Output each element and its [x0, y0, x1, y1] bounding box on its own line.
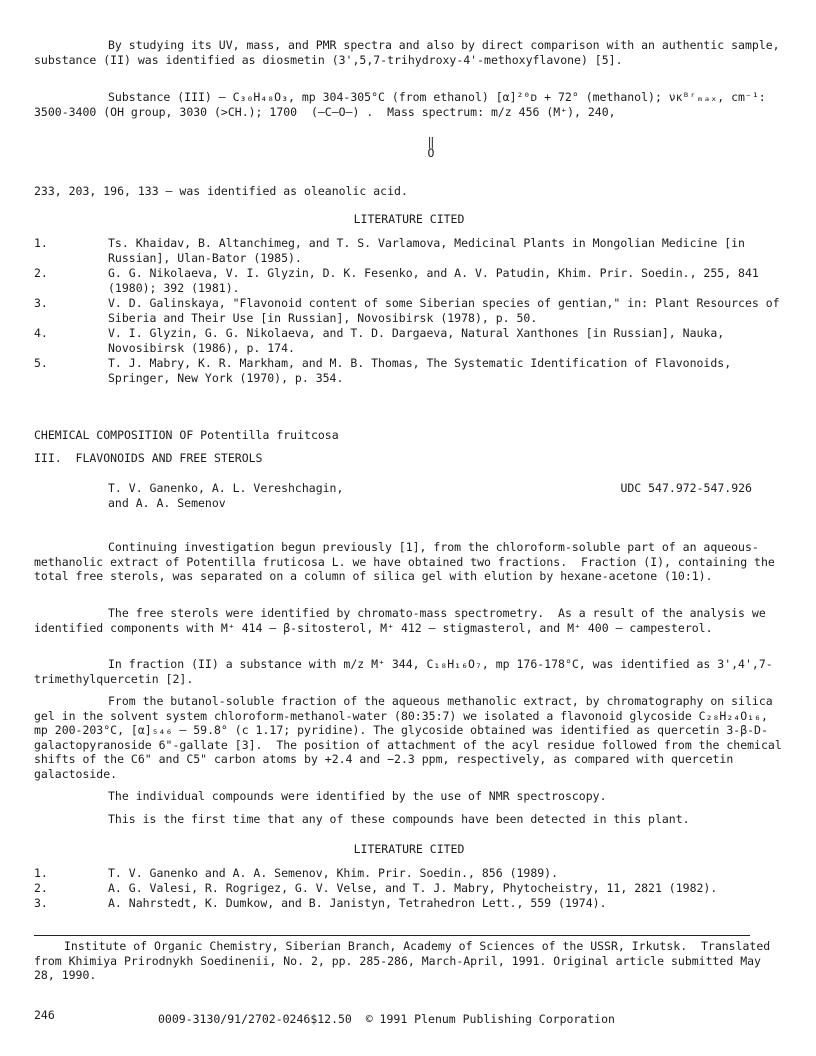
article-paragraph: Continuing investigation begun previously [1], from the chloroform-soluble part of an aqueous-methanolic extract of Potentilla fruticosa L. we have obtained two fractions. Fraction (I), containing the total free sterols, was separated on a column of silica gel with elution by hexane-acetone (10:1).: [34, 540, 782, 584]
article-paragraph: The individual compounds were identified by the use of NMR spectroscopy.: [108, 789, 607, 803]
reference-number: 3.: [34, 896, 48, 910]
reference-text: V. D. Galinskaya, "Flavonoid content of some Siberian species of gentian," in: Plant Resources of Siberia and Their Use [in Russian], Novosibirsk (1978), p. 50.: [108, 296, 787, 325]
reference-item: [34, 881, 784, 896]
reference-text: T. V. Ganenko and A. A. Semenov, Khim. Prir. Soedin., 856 (1989).: [108, 866, 559, 880]
publication-code: 0009-3130/91/2702-0246$12.50 © 1991 Plenum Publishing Corporation: [158, 1012, 615, 1026]
reference-text: G. G. Nikolaeva, V. I. Glyzin, D. K. Fesenko, and A. V. Patudin, Khim. Prir. Soedin., 255, 841 (1980); 392 (1981).: [108, 266, 766, 295]
reference-item: [34, 896, 784, 911]
article-paragraph: This is the first time that any of these compounds have been detected in this plant.: [108, 812, 690, 826]
reference-item: [34, 296, 787, 325]
article-title: CHEMICAL COMPOSITION OF Potentilla fruitcosa: [34, 428, 339, 442]
reference-text: A. G. Valesi, R. Rogrigez, G. V. Velse, and T. J. Mabry, Phytocheistry, 11, 2821 (1982).: [108, 881, 718, 895]
reference-number: 3.: [34, 296, 48, 310]
reference-number: 5.: [34, 356, 48, 370]
reference-number: 4.: [34, 326, 48, 340]
article-authors: T. V. Ganenko, A. L. Vereshchagin, and A. A. Semenov: [108, 481, 344, 510]
udc-code: UDC 547.972-547.926: [620, 481, 752, 495]
reference-text: T. J. Mabry, K. R. Markham, and M. B. Thomas, The Systematic Identification of Flavonoids, Springer, New York (1970), p. 354.: [108, 356, 739, 385]
article-paragraph: In fraction (II) a substance with m/z M⁺ 344, C₁₈H₁₆O₇, mp 176-178°C, was identified as 3',4',7-trimethylquercetin [2].: [34, 657, 773, 686]
reference-item: [34, 266, 784, 295]
paragraph-oleanolic-acid: 233, 203, 196, 133 — was identified as oleanolic acid.: [34, 184, 408, 198]
carbonyl-double-bond-mark: ‖: [427, 135, 435, 149]
page-number: 246: [34, 1008, 55, 1022]
carbonyl-oxygen-mark: O: [427, 146, 435, 160]
literature-heading: LITERATURE CITED: [353, 212, 465, 226]
reference-item: [34, 326, 784, 355]
reference-number: 1.: [34, 866, 48, 880]
reference-number: 2.: [34, 266, 48, 280]
reference-text: V. I. Glyzin, G. G. Nikolaeva, and T. D. Dargaeva, Natural Xanthones [in Russian], Nauka, Novosibirsk (1986), p. 174.: [108, 326, 732, 355]
reference-number: 2.: [34, 881, 48, 895]
article-paragraph: The free sterols were identified by chromato-mass spectrometry. As a result of the analysis we identified components with M⁺ 414 — β-sitosterol, M⁺ 412 — stigmasterol, and M⁺ 400 — campesterol.: [34, 606, 773, 635]
footnote-rule: [34, 935, 750, 936]
reference-text: Ts. Khaidav, B. Altanchimeg, and T. S. Varlamova, Medicinal Plants in Mongolian Medicine [in Russian], Ulan-Bator (1985).: [108, 236, 752, 265]
reference-item: [34, 356, 784, 385]
reference-item: [34, 866, 784, 881]
reference-text: A. Nahrstedt, K. Dumkow, and B. Janistyn, Tetrahedron Lett., 559 (1974).: [108, 896, 607, 910]
article-subtitle: III. FLAVONOIDS AND FREE STEROLS: [34, 451, 263, 465]
article-paragraph: From the butanol-soluble fraction of the aqueous methanolic extract, by chromatography on silica gel in the solvent system chloroform-methanol-water (80:35:7) we isolated a flavonoid glycoside C₂₈H₂₄O₁₆, mp 200-203°C, [α]₅₄₆ — 59.8° (c 1.17; pyridine). The glycoside obtained was identified as quercetin 3-β-D-galactopyranoside 6"-gallate [3]. The position of attachment of the acyl residue followed from the chemical shifts of the C6" and C5" carbon atoms by +2.4 and −2.3 ppm, respectively, as compared with quercetin galactoside.: [34, 694, 789, 781]
reference-item: [34, 236, 784, 265]
footnote: Institute of Organic Chemistry, Siberian Branch, Academy of Sciences of the USSR, Irkutsk. Translated from Khimiya Prirodnykh Soedinenii, No. 2, pp. 285-286, March-April, 1991. Original article submitted May 28, 1990.: [34, 939, 778, 983]
reference-number: 1.: [34, 236, 48, 250]
literature-heading: LITERATURE CITED: [353, 842, 465, 856]
paragraph-substance-iii: Substance (III) — C₃₀H₄₈O₃, mp 304-305°C (from ethanol) [α]²⁰ᴅ + 72° (methanol); νᴋᴮʳₘₐₓ, cm⁻¹: 3500-3400 (OH group, 3030 (>CH.); 1700 (—C—O—) . Mass spectrum: m/z 456 (M⁺), 240,: [34, 90, 773, 119]
paragraph-diosmetin: By studying its UV, mass, and PMR spectra and also by direct comparison with an authentic sample, substance (II) was identified as diosmetin (3',5,7-trihydroxy-4'-methoxyflavone) [5].: [34, 38, 787, 67]
